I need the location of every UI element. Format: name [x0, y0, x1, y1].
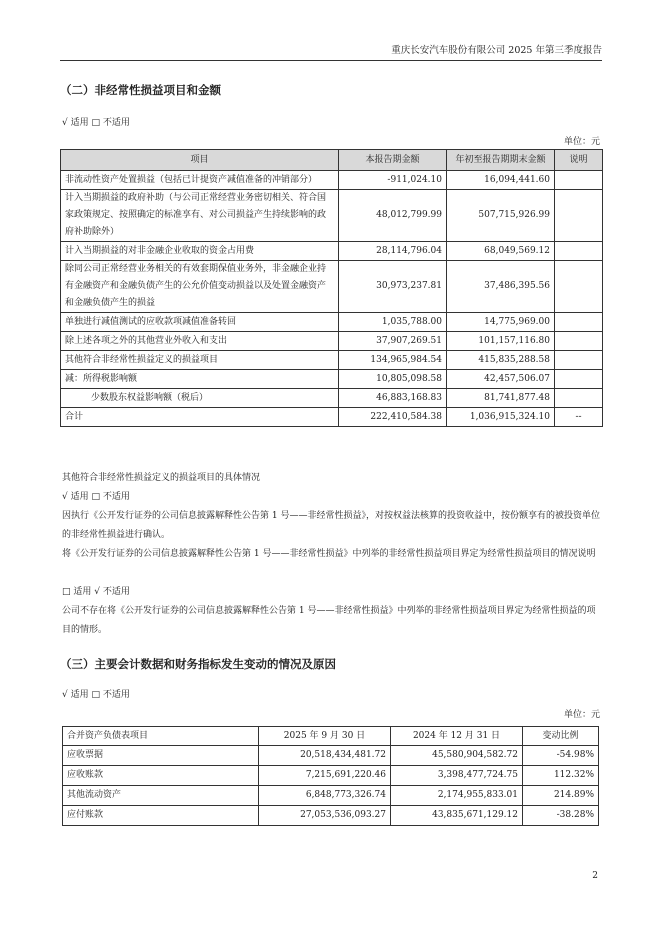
section2-unit: 单位：元 [563, 137, 600, 147]
para1-text: 因执行《公开发行证券的公司信息披露解释性公告第 1 号——非经常性损益》，对按权益法核算的投资收益中，按份额享有的被投资单位的非经常性损益进行确认。 [62, 511, 600, 540]
table-row [63, 786, 599, 806]
table-row [61, 370, 603, 389]
para2-text: 公司不存在将《公开发行证券的公司信息披露解释性公告第 1 号——非经常性损益》中列举的非经常性损益项目界定为经常性损益的项目的情形。 [62, 606, 596, 635]
table-total-row [61, 408, 603, 427]
row-note: -- [555, 408, 603, 427]
table-row [63, 806, 599, 826]
col-header-ytd: 年初至报告期期末金额 [447, 150, 555, 171]
row-change: 214.89% [523, 786, 599, 806]
header-title: 重庆长安汽车股份有限公司 2025 年第三季度报告 [391, 45, 602, 56]
balance-sheet-change-table [62, 726, 599, 826]
table-row [61, 190, 603, 242]
row-2024: 2,174,955,833.01 [391, 786, 523, 806]
page-header [60, 42, 602, 61]
row-2025: 20,518,434,481.72 [259, 746, 391, 766]
row-item: 单独进行减值测试的应收款项减值准备转回 [61, 313, 339, 332]
para1-applicability: √ 适用 □ 不适用 [62, 492, 130, 502]
row-current: 134,965,984.54 [339, 351, 447, 370]
row-item: 应收票据 [63, 746, 259, 766]
table-row [61, 313, 603, 332]
row-current: 222,410,584.38 [339, 408, 447, 427]
table-row [61, 261, 603, 313]
row-item: 减：所得税影响额 [61, 370, 339, 389]
row-ytd: 81,741,877.48 [447, 389, 555, 408]
row-item: 应收账款 [63, 766, 259, 786]
row-2024: 45,580,904,582.72 [391, 746, 523, 766]
col-header-item: 项目 [61, 150, 339, 171]
row-item: 非流动性资产处置损益（包括已计提资产减值准备的冲销部分） [61, 171, 339, 190]
row-current: 10,805,098.58 [339, 370, 447, 389]
table-row [63, 746, 599, 766]
row-change: -54.98% [523, 746, 599, 766]
row-current: 48,012,799.99 [339, 190, 447, 242]
row-note [555, 313, 603, 332]
row-ytd: 1,036,915,324.10 [447, 408, 555, 427]
row-ytd: 415,835,288.58 [447, 351, 555, 370]
row-current: -911,024.10 [339, 171, 447, 190]
row-current: 46,883,168.83 [339, 389, 447, 408]
row-item: 计入当期损益的对非金融企业收取的资金占用费 [61, 242, 339, 261]
col-header-current: 本报告期金额 [339, 150, 447, 171]
table-row [61, 242, 603, 261]
table-header-row [61, 150, 603, 171]
table-row [61, 171, 603, 190]
row-ytd: 68,049,569.12 [447, 242, 555, 261]
row-current: 1,035,788.00 [339, 313, 447, 332]
row-item: 除同公司正常经营业务相关的有效套期保值业务外，非金融企业持有金融资产和金融负债产生的公允价值变动损益以及处置金融资产和金融负债产生的损益 [61, 261, 339, 313]
row-item: 合计 [61, 408, 339, 427]
row-change: 112.32% [523, 766, 599, 786]
col-header-note: 说明 [555, 150, 603, 171]
row-ytd: 37,486,395.56 [447, 261, 555, 313]
table-row [61, 332, 603, 351]
row-note [555, 261, 603, 313]
row-2025: 27,053,536,093.27 [259, 806, 391, 826]
non-recurring-table [60, 149, 603, 427]
row-ytd: 101,157,116.80 [447, 332, 555, 351]
page-number: 2 [592, 871, 598, 881]
row-item: 应付账款 [63, 806, 259, 826]
row-current: 30,973,237.81 [339, 261, 447, 313]
table-row [61, 389, 603, 408]
row-note [555, 332, 603, 351]
table-row [63, 766, 599, 786]
row-item: 除上述各项之外的其他营业外收入和支出 [61, 332, 339, 351]
para2-title: 将《公开发行证券的公司信息披露解释性公告第 1 号——非经常性损益》中列举的非经常性损益项目界定为经常性损益项目的情况说明 [62, 549, 596, 559]
row-item: 其他符合非经常性损益定义的损益项目 [61, 351, 339, 370]
row-change: -38.28% [523, 806, 599, 826]
section3-title: （三）主要会计数据和财务指标发生变动的情况及原因 [60, 657, 336, 671]
col-header-2024: 2024 年 12 月 31 日 [391, 727, 523, 746]
row-note [555, 242, 603, 261]
row-note [555, 370, 603, 389]
row-2025: 7,215,691,220.46 [259, 766, 391, 786]
para2-applicability: □ 适用 √ 不适用 [62, 587, 130, 597]
row-item: 计入当期损益的政府补助（与公司正常经营业务密切相关、符合国家政策规定、按照确定的标准享有、对公司损益产生持续影响的政府补助除外） [61, 190, 339, 242]
section3-unit: 单位：元 [563, 710, 600, 720]
row-2024: 43,835,671,129.12 [391, 806, 523, 826]
row-note [555, 190, 603, 242]
table-header-row [63, 727, 599, 746]
row-2025: 6,848,773,326.74 [259, 786, 391, 806]
section3-applicability: √ 适用 □ 不适用 [62, 690, 130, 700]
col-header-item: 合并资产负债表项目 [63, 727, 259, 746]
row-ytd: 16,094,441.60 [447, 171, 555, 190]
row-ytd: 14,775,969.00 [447, 313, 555, 332]
row-current: 28,114,796.04 [339, 242, 447, 261]
para1-title: 其他符合非经常性损益定义的损益项目的具体情况 [62, 473, 261, 483]
row-note [555, 171, 603, 190]
row-current: 37,907,269.51 [339, 332, 447, 351]
section2-title: （二）非经常性损益项目和金额 [60, 83, 221, 97]
col-header-2025: 2025 年 9 月 30 日 [259, 727, 391, 746]
row-2024: 3,398,477,724.75 [391, 766, 523, 786]
row-ytd: 42,457,506.07 [447, 370, 555, 389]
row-note [555, 389, 603, 408]
section2-applicability: √ 适用 □ 不适用 [62, 118, 130, 128]
row-ytd: 507,715,926.99 [447, 190, 555, 242]
table-row [61, 351, 603, 370]
row-note [555, 351, 603, 370]
col-header-change: 变动比例 [523, 727, 599, 746]
row-item: 其他流动资产 [63, 786, 259, 806]
row-item: 少数股东权益影响额（税后） [61, 389, 339, 408]
